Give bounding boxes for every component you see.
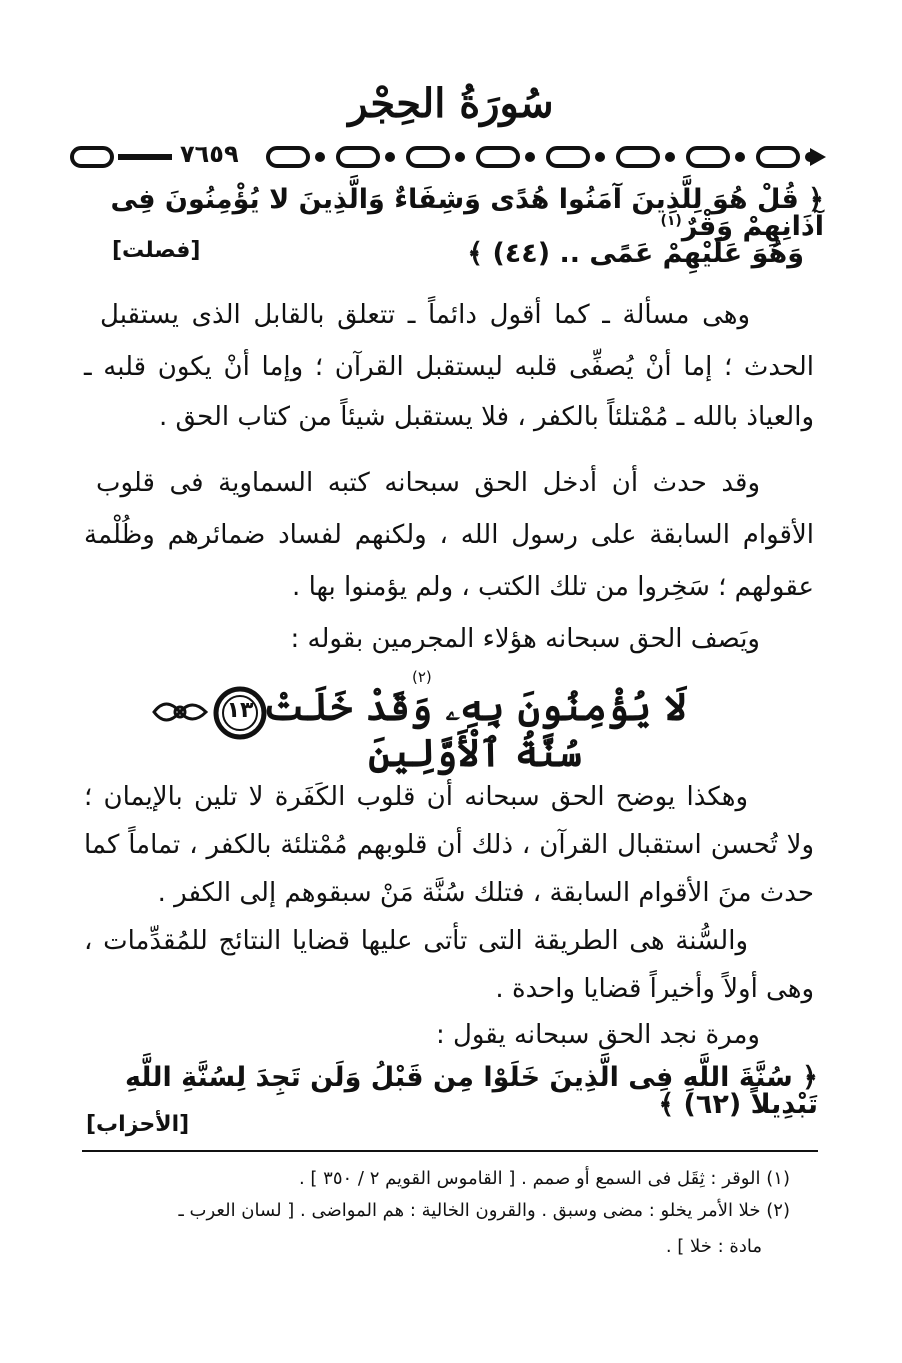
- verse-text: لَا يُؤْمِنُونَ بِهِۦ وَقَدْ خَلَتْ سُنَّةُ ٱلْأَوَّلِينَ: [263, 684, 687, 775]
- verse-source-label: [الأحزاب]: [86, 1112, 190, 1137]
- footnote-1: (١) الوقر : ثِقَل فى السمع أو صمم . [ القاموس القويم ٢ / ٣٥٠ ] .: [298, 1168, 790, 1189]
- surah-title: سُورَةُ الحِجْر: [348, 80, 554, 127]
- footnote-2-cont: مادة : خلا ] .: [665, 1236, 762, 1257]
- body-line: وقد حدث أن أدخل الحق سبحانه كتبه السماوية فى قلوب: [96, 468, 760, 498]
- page-number: ٧٦٥٩: [180, 140, 239, 168]
- body-line: ومرة نجد الحق سبحانه يقول :: [435, 1020, 760, 1050]
- body-line: ويَصف الحق سبحانه هؤلاء المجرمين بقوله :: [290, 624, 760, 654]
- footnote-divider: [82, 1150, 818, 1152]
- body-line: وهى أولاً وأخيراً قضايا واحدة .: [495, 974, 814, 1004]
- body-line: الأقوام السابقة على رسول الله ، ولكنهم لفساد ضمائرهم وظُلْمة: [84, 520, 814, 550]
- footnote-ref-2: (٢): [412, 668, 432, 686]
- quran-verse-line: ﴿ سُنَّةَ اللَّهِ فِى الَّذِينَ خَلَوْا مِن قَبْلُ وَلَن تَجِدَ لِسُنَّةِ اللَّهِ تَبْدِيلاً (٦٢) ﴾: [124, 1062, 818, 1120]
- banner-verse-text: [260, 684, 690, 775]
- body-line: عقولهم ؛ سَخِروا من تلك الكتب ، ولم يؤمنوا بها .: [292, 572, 814, 602]
- body-line: ولا تُحسن استقبال القرآن ، ذلك أن قلوبهم مُمْتلئة بالكفر ، تماماً كما: [84, 830, 814, 860]
- footnote-ref-1: (١): [660, 213, 682, 229]
- page-header: [68, 138, 828, 178]
- verse-banner: [150, 668, 750, 775]
- body-line: وهكذا يوضح الحق سبحانه أن قلوب الكَفَرة لا تلين بالإيمان ؛: [84, 782, 748, 812]
- body-line: والسُّنة هى الطريقة التى تأتى عليها قضايا النتائج للمُقدِّمات ،: [84, 926, 748, 956]
- body-line: الحدث ؛ إما أنْ يُصفِّى قلبه ليستقبل القرآن ؛ وإما أنْ يكون قلبه ـ: [84, 352, 814, 382]
- floral-flourish-icon: [150, 692, 210, 732]
- body-line: وهى مسألة ـ كما أقول دائماً ـ تتعلق بالقابل الذى يستقبل: [100, 300, 750, 330]
- verse-number: ١٣: [226, 698, 254, 723]
- quran-verse-line-2: وَهُوَ عَلَيْهِمْ عَمًى .. (٤٤) ﴾: [467, 238, 804, 269]
- body-line: والعياذ بالله ـ مُمْتلئاً بالكفر ، فلا يستقبل شيئاً من كتاب الحق .: [158, 402, 814, 432]
- footnote-2: (٢) خلا الأمر يخلو : مضى وسبق . والقرون الخالية : هم المواضى . [ لسان العرب ـ: [178, 1200, 790, 1221]
- body-line: حدث منَ الأقوام السابقة ، فتلك سُنَّة مَنْ سبقوهم إلى الكفر .: [157, 878, 814, 908]
- quran-verse-line-1: [64, 186, 824, 240]
- verse-text: ﴿ قُلْ هُوَ لِلَّذِينَ آمَنُوا هُدًى وَشِفَاءٌ وَالَّذِينَ لا يُؤْمِنُونَ فِى آذَانِهِمْ وَقْرٌ: [110, 184, 824, 242]
- verse-source-label: [فصلت]: [112, 238, 201, 263]
